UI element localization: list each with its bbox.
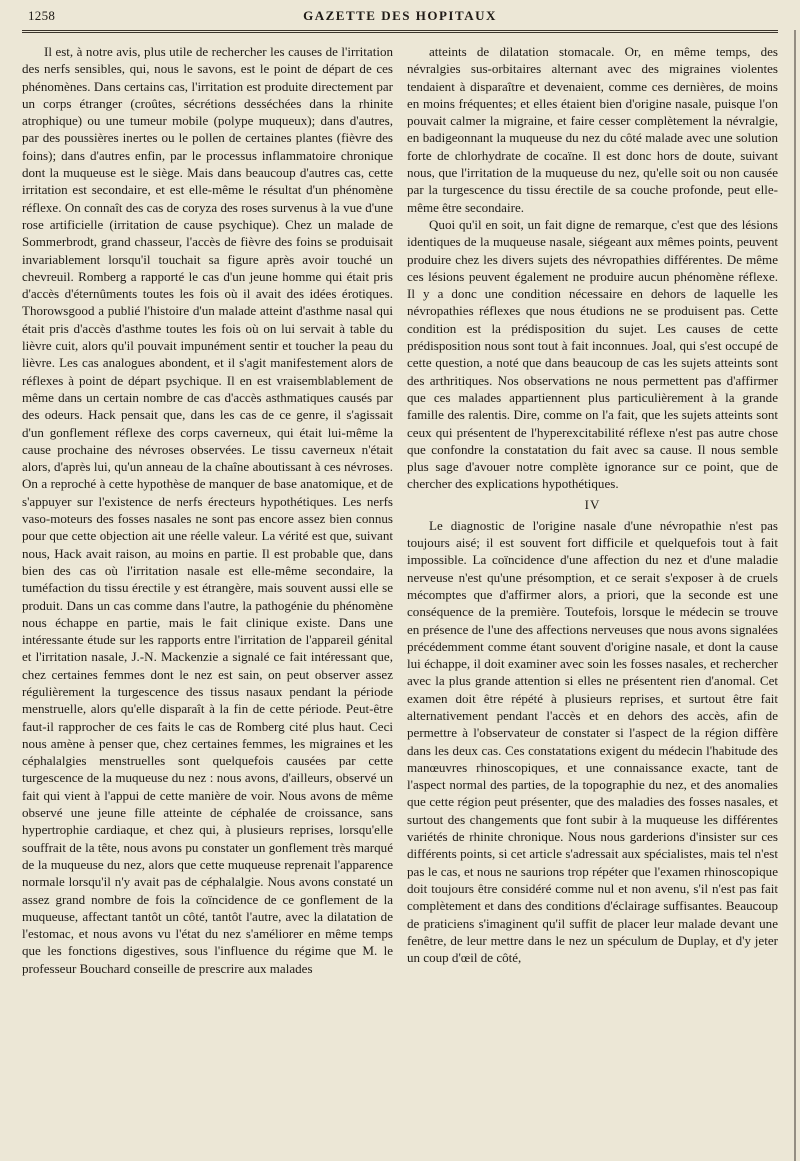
paragraph: atteints de dilatation stomacale. Or, en même temps, des névralgies sus-orbitaires alternant avec des migraines violentes tendaient à disparaître et devenaient, comme ces dernières, de moins en moins fréquentes; et elles étaient bien d'origine nasale, puisque l'on pouvait calmer la migraine, et faire cesser complètement la névralgie, en badigeonnant la muqueuse du nez du côté malade avec une solution forte de chlorhydrate de cocaïne. Il est donc hors de doute, suivant nous, que l'irritation de la muqueuse du nez, qu'elle soit ou non causée par la turgescence du tissu érectile de sa couche profonde, peut elle-même être secondaire.: [407, 44, 778, 215]
right-column: [407, 43, 778, 977]
page-number: 1258: [28, 8, 56, 23]
header-rule: [22, 30, 778, 31]
paragraph: Quoi qu'il en soit, un fait digne de remarque, c'est que des lésions identiques de la muqueuse nasale, siégeant aux mêmes points, peuvent produire chez les divers sujets des névropathies différentes. De même ces lésions peuvent également ne produire aucun phénomène réflexe. Il y a donc une condition nécessaire en dehors de laquelle les névropathies réflexes que nous étudions ne se produisent pas. Cette condition est la prédisposition du sujet. Les causes de cette prédisposition nous sont tout à fait inconnues. Joal, qui s'est occupé de cette question, a noté que dans beaucoup de cas les sujets atteints sont des arthritiques. Nos observations ne nous permettent pas d'affirmer que ces malades appartiennent plus particulièrement à la grande famille des ralentis. Dire, comme on l'a fait, que les sujets atteints sont ceux qui présentent de l'hyperexcitabilité réflexe n'est pas autre chose que confondre la constatation du fait avec sa cause. Il nous semble plus sage d'avouer notre complète ignorance sur ce point, que de chercher des explications hypothétiques.: [407, 216, 778, 492]
page-header: [22, 6, 778, 30]
section-heading: IV: [584, 496, 601, 512]
paragraph: Il est, à notre avis, plus utile de rechercher les causes de l'irritation des nerfs sensibles, qui, nous le savons, est le point de départ de ces phénomènes. Dans certains cas, l'irritation est produite directement par un corps étranger (croûtes, sécrétions desséchées dans la rhinite atrophique) ou une tumeur mobile (polype muqueux); dans d'autres, par des poussières inertes ou le pollen de certaines plantes (fièvre des foins); dans d'autres enfin, par le processus inflammatoire chronique dont la muqueuse est le siège. Mais dans beaucoup d'autres cas, cette irritation est secondaire, et est elle-même le résultat d'un phénomène réflexe. On connaît des cas de coryza des roses survenus à la vue d'une rose artificielle (irritation de cause psychique). Chez un malade de Sommerbrodt, grand chasseur, l'accès de fièvre des foins se produisait invariablement lorsqu'il touchait sa figure après avoir touché un chevreuil. Romberg a rapporté le cas d'un jeune homme qui était pris d'accès d'éternûments toutes les fois où il avait des idées érotiques. Thorowsgood a publié l'histoire d'un malade atteint d'asthme nasal qui était pris d'accès d'asthme toutes les fois où on lui servait à table du lièvre cuit, alors qu'il pouvait impunément sentir et toucher la peau du lièvre. Les cas analogues abondent, et il s'agit manifestement alors de réflexes à point de départ psychique. Il en est vraisemblablement de même dans un certain nombre de cas d'accès asthmatiques causés par des odeurs. Hack pensait que, dans les cas de ce genre, il s'agissait d'un gonflement réflexe des corps caverneux, qui était lui-même la cause prochaine des névroses observées. Le tissu caverneux n'était alors, d'après lui, qu'un anneau de la chaîne aboutissant à ces névroses. On a reproché à cette hypothèse de manquer de base anatomique, et de s'appuyer sur l'existence de nerfs érecteurs hypothétiques. Les nerfs vaso-moteurs des fosses nasales ne sont pas encore assez bien connus pour que cette objection ait une réelle valeur. La vérité est que, suivant nous, Hack avait raison, au moins en partie. Il est probable que, dans bien des cas où l'irritation nasale est elle-même secondaire, la tuméfaction du tissu érectile y est étrangère, mais souvent aussi elle se produit. Dans un cas comme dans l'autre, la pathogénie du phénomène nous échappe en partie, mais le fait clinique existe. Dans une intéressante étude sur les rapports entre l'irritation de l'appareil génital et l'irritation nasale, J.-N. Mackenzie a signalé ce fait intéressant que, chez certaines femmes dont le nez est sain, on peut observer assez régulièrement la turgescence des tissus nasaux pendant la période menstruelle, alors qu'elle disparaît à la fin de cette période. Peut-être faut-il rapprocher de ces faits le cas de Romberg cité plus haut. Ceci nous amène à penser que, chez certaines femmes, les migraines et les céphalalgies menstruelles sont quelquefois causées par cette turgescence de la muqueuse du nez : nous avons, d'ailleurs, observé un fait qui vient à l'appui de cette manière de voir. Nous avons de même observé une jeune fille atteinte de céphalée de croissance, sans hypertrophie cardiaque, et chez qui, à plusieurs reprises, lorsqu'elle souffrait de la tête, nous avons pu constater un gonflement très marqué de la muqueuse du nez, alors que cette muqueuse reprenait l'apparence normale lorsqu'il n'y avait pas de céphalalgie. Nous avons constaté un assez grand nombre de fois la coïncidence de ce gonflement de la muqueuse, affectant tantôt un côté, tantôt l'autre, avec la dilatation de l'estomac, et nous avons vu l'état du nez s'améliorer en même temps que les fonctions digestives, sous l'influence du régime que M. le professeur Bouchard conseille de prescrire aux malades: [22, 44, 393, 976]
header-rule-secondary: [22, 32, 778, 33]
journal-title: GAZETTE DES HOPITAUX: [303, 8, 497, 23]
two-column-body: [22, 43, 778, 977]
page-edge-shadow: [794, 30, 796, 1161]
paragraph: Le diagnostic de l'origine nasale d'une névropathie n'est pas toujours aisé; il est souvent fort difficile et quelquefois tout à fait impossible. La coïncidence d'une affection du nez et d'une maladie nerveuse n'est qu'une présomption, et ce serait s'exposer à de cruels mécomptes que d'affirmer alors, a priori, que la seconde est une conséquence de la première. Toutefois, lorsque le médecin se trouve en présence de l'une des affections nerveuses que nous avons signalées précédemment comme étant souvent d'origine nasale, et dont la cause lui échappe, il doit examiner avec soin les fosses nasales, et rechercher avec la plus grande attention si elles ne présentent rien d'anomal. Cet examen doit être répété à plusieurs reprises, et surtout être fait alternativement pendant l'accès et en dehors des accès, afin de permettre à l'observateur de constater si l'aspect de la région diffère dans les deux cas. Ces constatations exigent du médecin l'habitude des manœuvres rhinoscopiques, et une connaissance exacte, tant de l'aspect normal des parties, de la topographie du nez, et des anomalies que cette région peut présenter, que des maladies des fosses nasales, et surtout des changements que font subir à la muqueuse les différentes variétés de rhinite chronique. Nous nous garderions d'insister sur ces différents points, si cet article s'adressait aux spécialistes, mais tel n'est pas le cas, et nous ne saurions trop répéter que l'examen rhinoscopique doit toujours être considéré comme nul et non avenu, s'il n'est pas fait complètement et dans des conditions d'éclairage suffisantes. Beaucoup de praticiens s'imaginent qu'il suffit de placer leur malade devant une fenêtre, de leur mettre dans le nez un spéculum de Duplay, et d'y jeter un coup d'œil de côté,: [407, 517, 778, 966]
left-column: [22, 43, 393, 977]
